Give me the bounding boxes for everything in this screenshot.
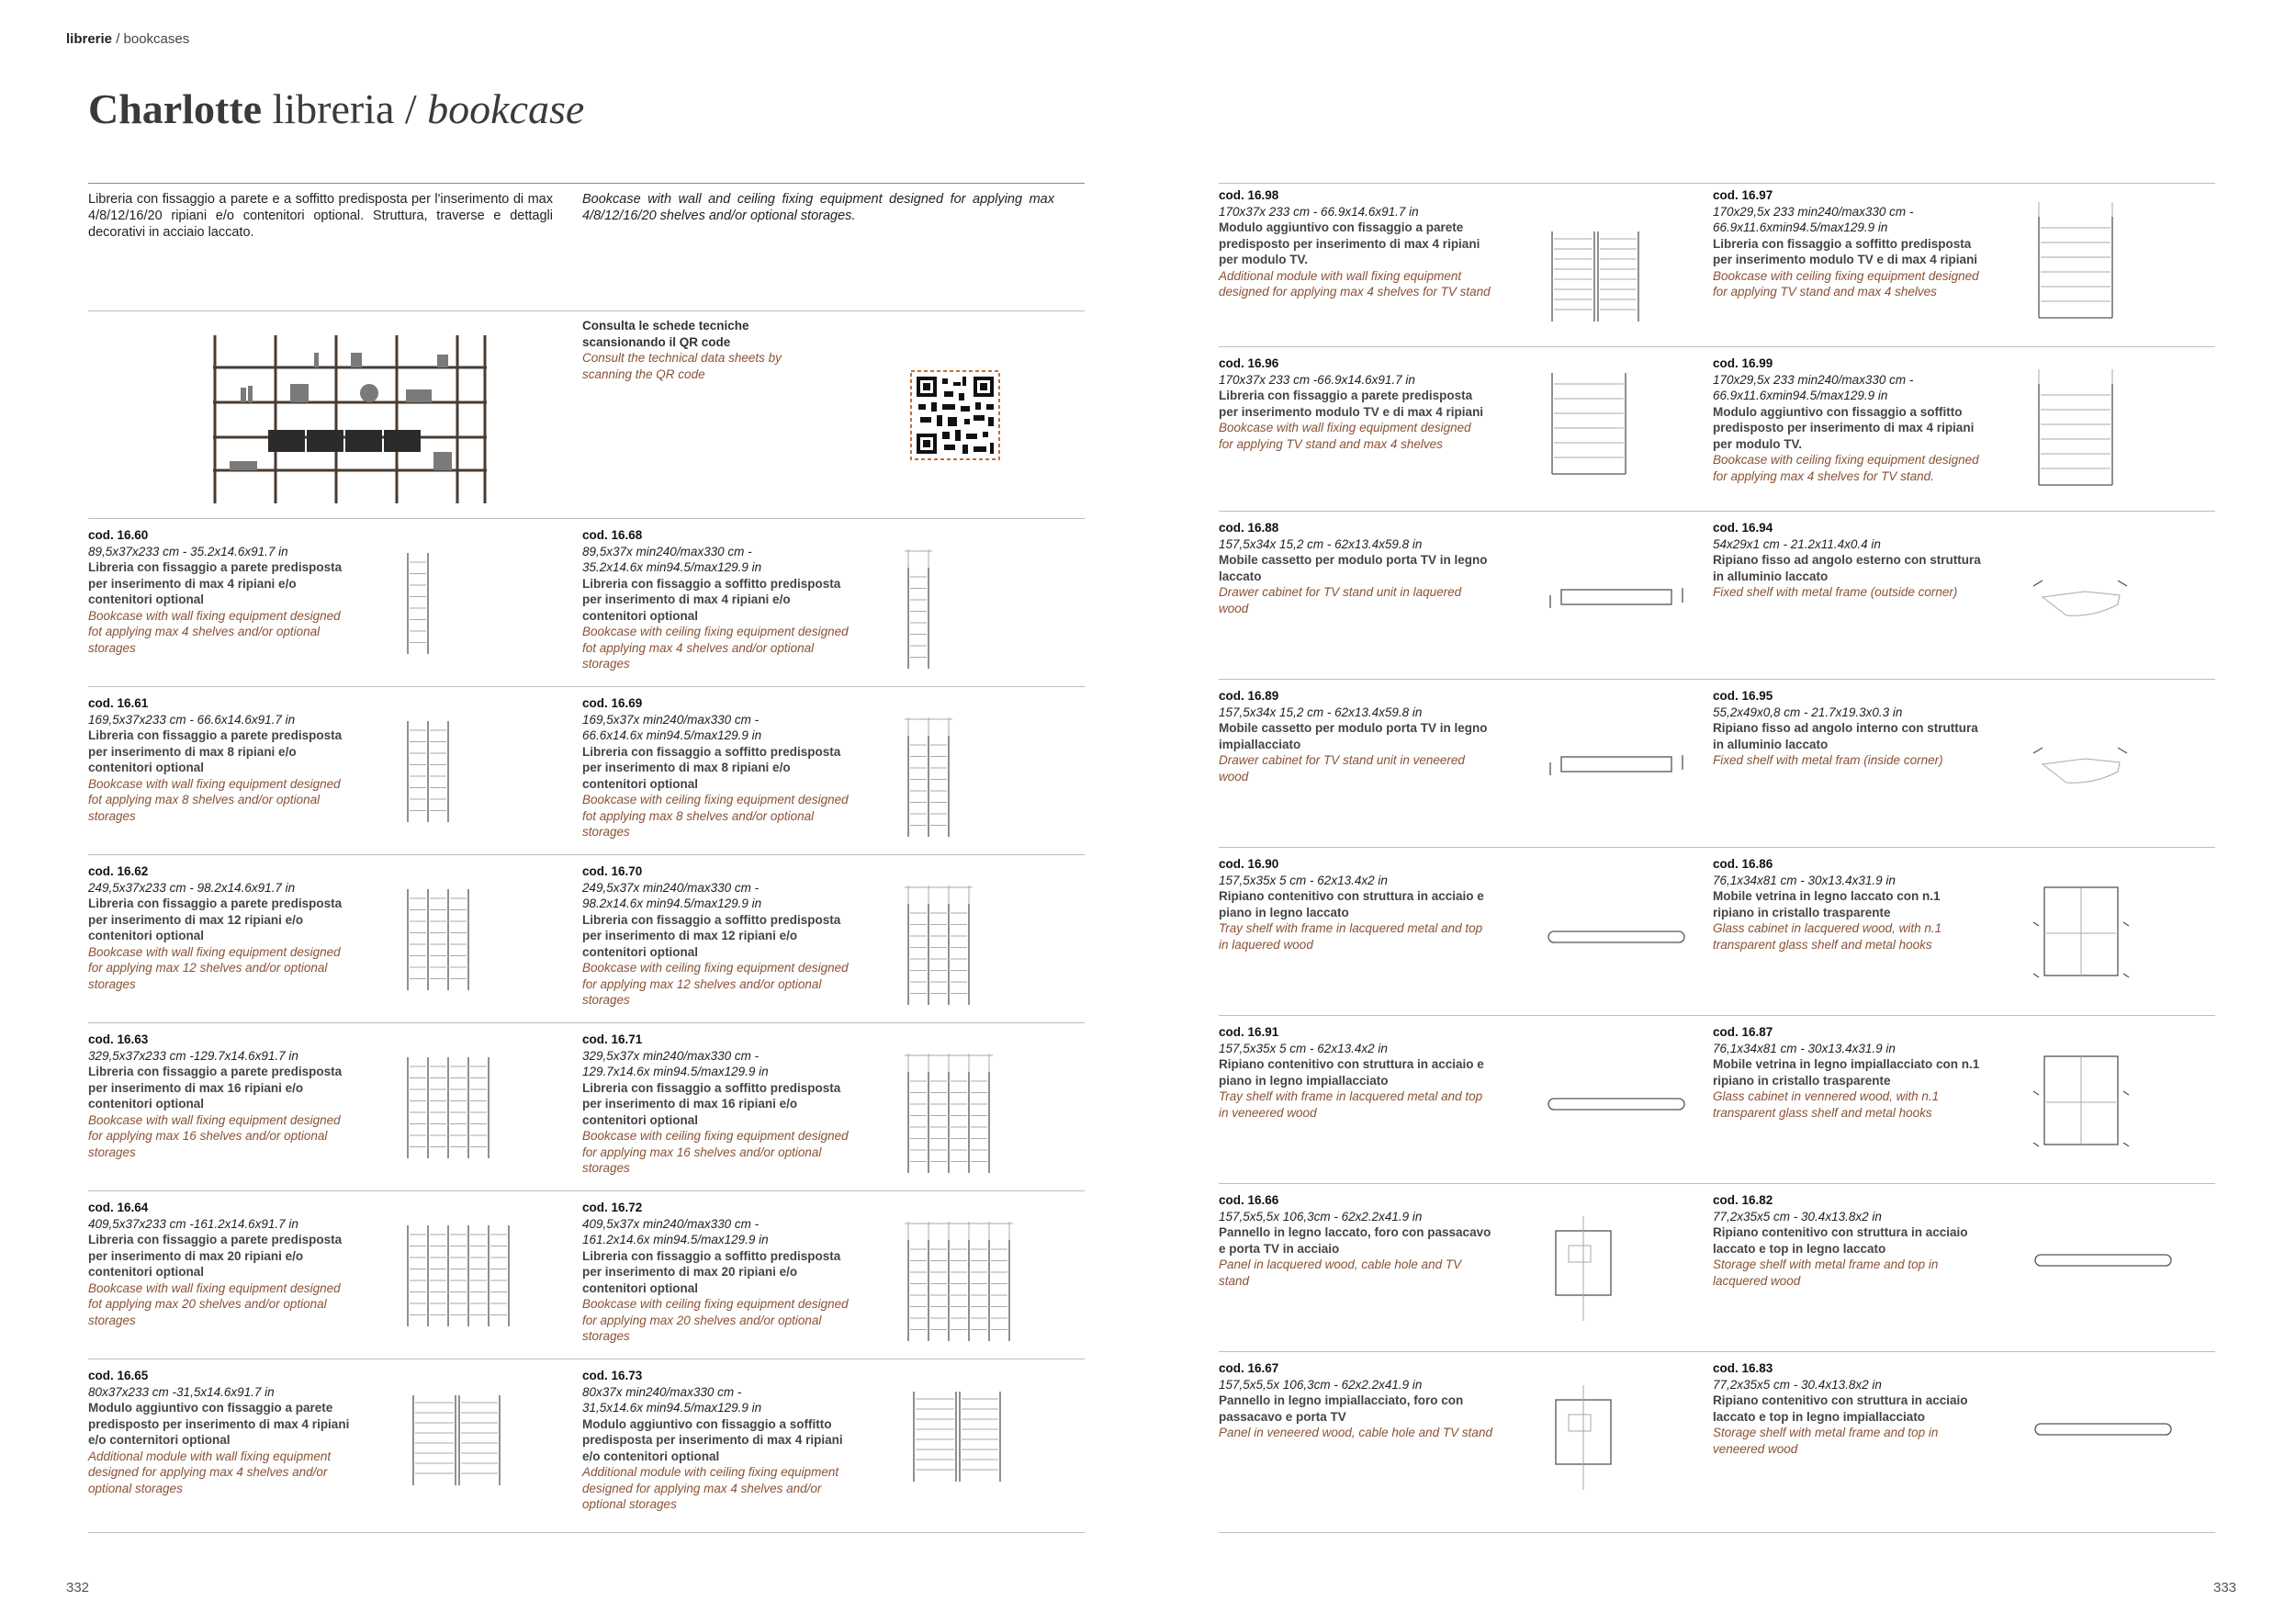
divider [88, 1190, 1085, 1191]
product-entry [1713, 1192, 1988, 1289]
product-description-en: Bookcase with ceiling fixing equipment designed [582, 625, 849, 638]
divider [1219, 1351, 2215, 1352]
product-description-it: per inserimento di max 4 ripiani e/o [88, 576, 297, 591]
product-entry [582, 1200, 858, 1345]
product-code: cod. 16.94 [1713, 521, 1773, 535]
product-description-it: per inserimento di max 16 ripiani e/o [582, 1097, 798, 1111]
product-description-it: impiallacciato [1219, 737, 1301, 751]
product-code: cod. 16.87 [1713, 1025, 1773, 1039]
product-description-en: for applying max 16 shelves and/or optional [88, 1129, 328, 1143]
product-description-it: contenitori optional [582, 1280, 698, 1295]
qr-caption: Consulta le schede tecniche scansionando il QR code Consult the technical data sheets by scanning the QR code [582, 319, 782, 381]
product-description-it: contenitori optional [88, 1265, 204, 1279]
product-entry [1219, 688, 1494, 784]
divider [1219, 511, 2215, 512]
product-dimensions: 31,5x14.6x min94.5/max129.9 in [582, 1401, 762, 1415]
product-dimensions: 329,5x37x233 cm -129.7x14.6x91.7 in [88, 1048, 298, 1063]
product-description-it: per inserimento di max 12 ripiani e/o [88, 912, 304, 927]
bookcase-drawing [905, 1054, 993, 1182]
product-dimensions: 170x29,5x 233 min240/max330 cm - [1713, 204, 1914, 219]
product-code: cod. 16.82 [1713, 1193, 1773, 1207]
product-description-it: per inserimento di max 12 ripiani e/o [582, 929, 798, 942]
product-description-it: ripiano in cristallo trasparente [1713, 1073, 1891, 1088]
product-description-en: storages [582, 825, 630, 839]
product-description-en: storages [88, 640, 136, 655]
bookcase-drawing [905, 549, 932, 678]
product-code: cod. 16.65 [88, 1369, 149, 1382]
product-description-it: Libreria con fissaggio a soffitto predisposta [582, 576, 841, 591]
product-entry [582, 527, 858, 672]
divider [1219, 847, 2215, 848]
product-description-it: per inserimento modulo TV e di max 4 ripiani [1713, 253, 1978, 266]
product-description-it: contenitori optional [88, 929, 204, 942]
product-description-it: Libreria con fissaggio a parete predisposta [88, 897, 343, 910]
product-entry [582, 1368, 858, 1513]
product-description-it: Ripiano contenitivo con struttura in acciaio [1713, 1225, 1968, 1239]
product-code: cod. 16.89 [1219, 689, 1279, 703]
product-description-en: Glass cabinet in lacquered wood, with n.1 [1713, 921, 1942, 935]
product-entry [1219, 187, 1494, 300]
product-code: cod. 16.72 [582, 1201, 643, 1214]
product-description-en: Bookcase with wall fixing equipment designed [88, 608, 341, 623]
product-description-en: Additional module with wall fixing equipment [88, 1449, 332, 1463]
product-description-en: Bookcase with wall fixing equipment designed [88, 1280, 341, 1295]
product-description-it: laccato [1219, 569, 1262, 583]
product-dimensions: 329,5x37x min240/max330 cm - [582, 1048, 760, 1063]
product-description-it: Modulo aggiuntivo con fissaggio a soffitto [582, 1416, 832, 1431]
product-description-en: Bookcase with ceiling fixing equipment designed [1713, 268, 1979, 283]
bookcase-drawing [404, 1054, 492, 1164]
product-code: cod. 16.99 [1713, 356, 1773, 370]
product-description-it: per inserimento di max 8 ripiani e/o [582, 761, 791, 774]
product-dimensions: 409,5x37x233 cm -161.2x14.6x91.7 in [88, 1216, 298, 1231]
product-code: cod. 16.83 [1713, 1361, 1773, 1375]
product-dimensions: 55,2x49x0,8 cm - 21.7x19.3x0.3 in [1713, 705, 1903, 719]
product-entry [1713, 688, 1988, 769]
tray-shelf-drawing [1543, 1082, 1690, 1128]
product-entry [1713, 1360, 1988, 1457]
product-entry [88, 1200, 364, 1328]
product-description-it: contenitori optional [88, 592, 204, 606]
product-description-en: transparent glass shelf and metal hooks [1713, 1105, 1932, 1120]
product-code: cod. 16.61 [88, 696, 149, 710]
product-description-it: per inserimento di max 8 ripiani e/o [88, 744, 297, 759]
glass-cabinet-drawing [2030, 1047, 2131, 1157]
product-dimensions: 249,5x37x233 cm - 98.2x14.6x91.7 in [88, 880, 296, 895]
product-entry [1713, 856, 1988, 953]
product-entry [88, 695, 364, 824]
product-description-en: Bookcase with ceiling fixing equipment designed [1713, 453, 1979, 467]
product-code: cod. 16.67 [1219, 1361, 1279, 1375]
product-dimensions: 89,5x37x min240/max330 cm - [582, 544, 752, 558]
product-description-it: predisposta per inserimento di max 4 ripiani [582, 1433, 843, 1447]
page-number-right: 333 [2213, 1580, 2237, 1596]
product-description-en: storages [88, 1313, 136, 1327]
tv-panel-drawing [1552, 1212, 1616, 1323]
product-description-it: Libreria con fissaggio a parete predisposta [88, 1233, 343, 1246]
product-description-en: for applying max 12 shelves and/or optional [88, 961, 328, 975]
product-description-en: lacquered wood [1713, 1273, 1801, 1288]
page-title: Charlotte libreria / bookcase [88, 85, 585, 132]
product-description-en: in laquered wood [1219, 937, 1313, 952]
product-description-en: fot applying max 4 shelves and/or optional [582, 640, 815, 655]
product-description-it: per inserimento modulo TV e di max 4 ripiani [1219, 404, 1484, 419]
product-dimensions: 129.7x14.6x min94.5/max129.9 in [582, 1065, 769, 1078]
product-code: cod. 16.97 [1713, 188, 1773, 202]
drawer-cabinet-drawing [1543, 577, 1690, 623]
divider [1219, 1183, 2215, 1184]
product-entry [582, 1032, 858, 1177]
product-code: cod. 16.96 [1219, 356, 1279, 370]
module-drawing [905, 1386, 1006, 1487]
product-dimensions: 89,5x37x233 cm - 35.2x14.6x91.7 in [88, 544, 288, 558]
product-code: cod. 16.62 [88, 864, 149, 878]
product-dimensions: 66.6x14.6x min94.5/max129.9 in [582, 728, 762, 742]
module-drawing [404, 1390, 505, 1491]
product-dimensions: 169,5x37x min240/max330 cm - [582, 712, 760, 727]
product-description-it: laccato e top in legno laccato [1713, 1241, 1886, 1256]
tv-bookcase-drawing [1543, 369, 1635, 498]
product-dimensions: 170x29,5x 233 min240/max330 cm - [1713, 372, 1914, 387]
product-description-en: Bookcase with ceiling fixing equipment designed [582, 1129, 849, 1143]
product-description-en: in veneered wood [1219, 1105, 1317, 1120]
product-description-it: Modulo aggiuntivo con fissaggio a parete [1219, 220, 1464, 234]
product-description-it: contenitori optional [582, 776, 698, 791]
divider [1219, 1015, 2215, 1016]
product-description-it: Ripiano contenitivo con struttura in acciaio [1713, 1393, 1968, 1407]
product-description-it: piano in legno impiallacciato [1219, 1073, 1389, 1088]
product-code: cod. 16.88 [1219, 521, 1279, 535]
product-description-it: per modulo TV. [1219, 253, 1309, 266]
product-description-it: e/o contenitori optional [582, 1449, 720, 1463]
product-entry [1713, 1024, 1988, 1121]
product-description-en: Storage shelf with metal frame and top in [1713, 1257, 1939, 1271]
tv-bookcase-drawing [2030, 202, 2122, 331]
product-description-it: e/o conternitori optional [88, 1433, 231, 1447]
product-code: cod. 16.90 [1219, 857, 1279, 871]
divider [88, 310, 1085, 311]
product-description-it: Libreria con fissaggio a soffitto predisposta [582, 1248, 841, 1263]
product-dimensions: 157,5x35x 5 cm - 62x13.4x2 in [1219, 1041, 1388, 1055]
corner-shelf-drawing [2030, 744, 2131, 790]
product-description-it: contenitori optional [88, 761, 204, 774]
product-description-en: Bookcase with ceiling fixing equipment designed [582, 1297, 849, 1311]
product-code: cod. 16.86 [1713, 857, 1773, 871]
product-description-it: piano in legno laccato [1219, 905, 1349, 919]
tray-shelf-drawing [1543, 915, 1690, 961]
product-description-en: storages [582, 1161, 630, 1175]
product-description-en: designed for applying max 4 shelves for TV stand [1219, 285, 1491, 299]
product-entry [1713, 187, 1988, 300]
product-description-it: Ripiano fisso ad angolo interno con struttura [1713, 721, 1978, 735]
product-description-en: Tray shelf with frame in lacquered metal and top [1219, 921, 1483, 935]
divider [1219, 183, 2215, 184]
divider [88, 686, 1085, 687]
module-drawing [1543, 226, 1644, 327]
product-code: cod. 16.71 [582, 1032, 643, 1046]
product-dimensions: 76,1x34x81 cm - 30x13.4x31.9 in [1713, 1041, 1896, 1055]
product-dimensions: 157,5x34x 15,2 cm - 62x13.4x59.8 in [1219, 536, 1423, 551]
tray-shelf-drawing [2030, 1407, 2177, 1453]
divider [1219, 679, 2215, 680]
product-description-en: transparent glass shelf and metal hooks [1713, 937, 1932, 952]
product-dimensions: 157,5x34x 15,2 cm - 62x13.4x59.8 in [1219, 705, 1423, 719]
product-description-en: Fixed shelf with metal frame (outside corner) [1713, 585, 1958, 599]
product-dimensions: 249,5x37x min240/max330 cm - [582, 880, 760, 895]
product-description-it: Libreria con fissaggio a parete predisposta [88, 560, 343, 574]
divider [88, 1022, 1085, 1023]
page-number-left: 332 [66, 1580, 90, 1596]
product-description-it: per inserimento di max 4 ripiani e/o [582, 592, 791, 606]
divider [88, 1532, 1085, 1533]
product-code: cod. 16.91 [1219, 1025, 1279, 1039]
product-description-it: predisposto per inserimento di max 4 ripiani [1219, 236, 1480, 251]
product-description-it: Libreria con fissaggio a soffitto predisposta [582, 744, 841, 759]
product-description-en: fot applying max 8 shelves and/or optional [582, 808, 815, 823]
product-entry [1219, 355, 1494, 452]
divider [88, 183, 1085, 184]
product-description-en: storages [88, 808, 136, 823]
product-description-it: per inserimento di max 20 ripiani e/o [88, 1248, 304, 1263]
divider [1219, 1532, 2215, 1533]
product-description-it: Mobile cassetto per modulo porta TV in legno [1219, 553, 1488, 567]
product-dimensions: 80x37x233 cm -31,5x14.6x91.7 in [88, 1384, 275, 1399]
product-entry [88, 863, 364, 992]
bookcase-drawing [404, 549, 432, 660]
product-description-en: Bookcase with wall fixing equipment designed [1219, 421, 1471, 434]
bookcase-drawing [404, 885, 472, 996]
product-code: cod. 16.66 [1219, 1193, 1279, 1207]
product-description-en: designed for applying max 4 shelves and/or [88, 1465, 328, 1479]
product-description-en: veneered wood [1713, 1441, 1798, 1456]
product-description-it: Libreria con fissaggio a soffitto predisposta [582, 1080, 841, 1095]
product-description-it: per inserimento di max 16 ripiani e/o [88, 1080, 304, 1095]
product-description-en: for applying max 16 shelves and/or optional [582, 1145, 822, 1159]
product-description-it: per inserimento di max 20 ripiani e/o [582, 1265, 798, 1279]
product-description-en: stand [1219, 1273, 1250, 1288]
drawer-cabinet-drawing [1543, 744, 1690, 790]
product-code: cod. 16.98 [1219, 188, 1279, 202]
product-description-it: per modulo TV. [1713, 436, 1803, 451]
divider [88, 518, 1085, 519]
product-description-it: in alluminio laccato [1713, 569, 1829, 583]
product-code: cod. 16.70 [582, 864, 643, 878]
product-description-it: in alluminio laccato [1713, 737, 1829, 751]
tv-panel-drawing [1552, 1382, 1616, 1492]
tv-bookcase-drawing [2030, 369, 2122, 498]
product-description-en: storages [582, 993, 630, 1007]
product-description-en: for applying max 20 shelves and/or optional [582, 1313, 822, 1327]
product-description-en: Fixed shelf with metal fram (inside corner) [1713, 753, 1943, 767]
intro-italian: Libreria con fissaggio a parete e a soffitto predisposta per l'inserimento di max 4/8/12/16/20 ripiani e/o contenitori optional. Struttura, traverse e dettagli decorativi in acciaio laccato. [88, 192, 553, 240]
product-description-it: Libreria con fissaggio a parete predisposta [1219, 389, 1473, 402]
product-description-it: Libreria con fissaggio a parete predisposta [88, 728, 343, 742]
product-description-it: contenitori optional [582, 608, 698, 623]
product-dimensions: 409,5x37x min240/max330 cm - [582, 1216, 760, 1231]
product-entry [88, 1368, 364, 1496]
product-dimensions: 76,1x34x81 cm - 30x13.4x31.9 in [1713, 873, 1896, 887]
product-dimensions: 170x37x 233 cm -66.9x14.6x91.7 in [1219, 372, 1415, 387]
product-description-en: wood [1219, 769, 1249, 784]
product-description-it: predisposto per inserimento di max 4 ripiani [1713, 421, 1975, 434]
product-description-en: Bookcase with ceiling fixing equipment designed [582, 961, 849, 975]
product-description-it: Mobile cassetto per modulo porta TV in legno [1219, 721, 1488, 735]
product-description-en: Drawer cabinet for TV stand unit in laquered [1219, 585, 1462, 599]
product-code: cod. 16.69 [582, 696, 643, 710]
product-description-en: Storage shelf with metal frame and top in [1713, 1426, 1939, 1439]
product-description-en: Tray shelf with frame in lacquered metal and top [1219, 1089, 1483, 1103]
tray-shelf-drawing [2030, 1238, 2177, 1284]
product-description-en: Panel in lacquered wood, cable hole and TV [1219, 1257, 1462, 1271]
bookcase-drawing [404, 717, 452, 828]
product-description-it: Modulo aggiuntivo con fissaggio a parete [88, 1401, 333, 1415]
product-dimensions: 170x37x 233 cm - 66.9x14.6x91.7 in [1219, 204, 1419, 219]
product-code: cod. 16.95 [1713, 689, 1773, 703]
corner-shelf-drawing [2030, 577, 2131, 623]
product-description-en: Bookcase with wall fixing equipment designed [88, 776, 341, 791]
product-description-it: Libreria con fissaggio a soffitto predisposta [582, 912, 841, 927]
product-description-en: Drawer cabinet for TV stand unit in veneered [1219, 753, 1465, 767]
product-description-en: fot applying max 20 shelves and/or optional [88, 1297, 327, 1311]
product-description-en: optional storages [88, 1481, 183, 1495]
product-dimensions: 66.9x11.6xmin94.5/max129.9 in [1713, 389, 1888, 402]
divider [1219, 346, 2215, 347]
product-description-en: Bookcase with wall fixing equipment designed [88, 1112, 341, 1127]
product-entry [88, 1032, 364, 1160]
product-dimensions: 35.2x14.6x min94.5/max129.9 in [582, 560, 762, 574]
product-code: cod. 16.60 [88, 528, 149, 542]
product-description-en: fot applying max 4 shelves and/or optional [88, 625, 321, 638]
divider [88, 854, 1085, 855]
product-description-it: Pannello in legno impiallacciato, foro con [1219, 1393, 1464, 1407]
product-description-it: laccato e top in legno impiallacciato [1713, 1409, 1926, 1424]
product-description-en: storages [582, 1329, 630, 1343]
product-description-en: for applying max 4 shelves for TV stand. [1713, 468, 1934, 483]
product-description-en: designed for applying max 4 shelves and/or [582, 1481, 822, 1495]
product-dimensions: 77,2x35x5 cm - 30.4x13.8x2 in [1713, 1209, 1882, 1224]
product-dimensions: 98.2x14.6x min94.5/max129.9 in [582, 897, 762, 910]
product-entry [1713, 355, 1988, 484]
product-description-en: storages [88, 976, 136, 991]
product-entry [88, 527, 364, 656]
bookcase-drawing [905, 1222, 1013, 1350]
product-code: cod. 16.73 [582, 1369, 643, 1382]
product-dimensions: 161.2x14.6x min94.5/max129.9 in [582, 1233, 769, 1246]
product-description-it: Ripiano contenitivo con struttura in acciaio e [1219, 889, 1484, 903]
product-description-it: predisposto per inserimento di max 4 ripiani [88, 1416, 350, 1431]
product-dimensions: 169,5x37x233 cm - 66.6x14.6x91.7 in [88, 712, 296, 727]
product-description-en: Panel in veneered wood, cable hole and TV stand [1219, 1426, 1492, 1439]
product-entry [1219, 1360, 1494, 1441]
product-description-it: Mobile vetrina in legno impiallacciato con n.1 [1713, 1057, 1980, 1071]
product-description-en: Glass cabinet in vennered wood, with n.1 [1713, 1089, 1940, 1103]
product-entry [1713, 520, 1988, 601]
product-code: cod. 16.68 [582, 528, 643, 542]
product-description-en: optional storages [582, 1497, 677, 1511]
product-description-it: e porta TV in acciaio [1219, 1241, 1340, 1256]
product-description-it: Modulo aggiuntivo con fissaggio a soffitto [1713, 404, 1963, 419]
product-description-it: Mobile vetrina in legno laccato con n.1 [1713, 889, 1941, 903]
bookcase-hero-image [213, 331, 487, 503]
product-description-en: storages [88, 1145, 136, 1159]
product-description-en: for applying TV stand and max 4 shelves [1219, 436, 1443, 451]
product-description-en: for applying TV stand and max 4 shelves [1713, 285, 1937, 299]
product-description-it: Libreria con fissaggio a soffitto predisposta [1713, 236, 1972, 251]
intro-english: Bookcase with wall and ceiling fixing equipment designed for applying max 4/8/12/16/20 shelves and/or optional storages. [582, 192, 1054, 223]
qr-code-image[interactable] [911, 371, 999, 459]
product-description-it: contenitori optional [582, 1112, 698, 1127]
bookcase-drawing [905, 717, 952, 846]
product-dimensions: 157,5x35x 5 cm - 62x13.4x2 in [1219, 873, 1388, 887]
product-description-it: passacavo e porta TV [1219, 1409, 1346, 1424]
product-description-en: Additional module with wall fixing equipment [1219, 268, 1462, 283]
product-description-en: wood [1219, 601, 1249, 615]
product-dimensions: 157,5x5,5x 106,3cm - 62x2.2x41.9 in [1219, 1209, 1423, 1224]
product-dimensions: 77,2x35x5 cm - 30.4x13.8x2 in [1713, 1377, 1882, 1392]
product-description-en: Bookcase with wall fixing equipment designed [88, 944, 341, 959]
product-description-it: Ripiano fisso ad angolo esterno con struttura [1713, 553, 1981, 567]
product-entry [1219, 520, 1494, 616]
product-description-en: Bookcase with ceiling fixing equipment designed [582, 793, 849, 806]
product-description-en: storages [582, 657, 630, 671]
product-entry [582, 695, 858, 840]
product-description-it: Pannello in legno laccato, foro con passacavo [1219, 1225, 1491, 1239]
product-dimensions: 54x29x1 cm - 21.2x11.4x0.4 in [1713, 536, 1881, 551]
glass-cabinet-drawing [2030, 878, 2131, 988]
product-dimensions: 66.9x11.6xmin94.5/max129.9 in [1713, 220, 1888, 234]
product-dimensions: 80x37x min240/max330 cm - [582, 1384, 742, 1399]
product-description-en: for applying max 12 shelves and/or optional [582, 976, 822, 991]
product-description-en: fot applying max 8 shelves and/or optional [88, 793, 321, 806]
product-entry [1219, 1024, 1494, 1121]
bookcase-drawing [905, 885, 973, 1014]
product-entry [1219, 856, 1494, 953]
product-description-en: Additional module with ceiling fixing equipment [582, 1465, 839, 1479]
product-description-it: ripiano in cristallo trasparente [1713, 905, 1891, 919]
bookcase-drawing [404, 1222, 512, 1332]
product-code: cod. 16.64 [88, 1201, 149, 1214]
product-description-it: Libreria con fissaggio a parete predisposta [88, 1065, 343, 1078]
product-description-it: contenitori optional [582, 944, 698, 959]
product-dimensions: 157,5x5,5x 106,3cm - 62x2.2x41.9 in [1219, 1377, 1423, 1392]
product-entry [582, 863, 858, 1009]
product-entry [1219, 1192, 1494, 1289]
breadcrumb: librerie / bookcases [66, 31, 190, 47]
product-description-it: Ripiano contenitivo con struttura in acciaio e [1219, 1057, 1484, 1071]
product-code: cod. 16.63 [88, 1032, 149, 1046]
product-description-it: contenitori optional [88, 1097, 204, 1111]
